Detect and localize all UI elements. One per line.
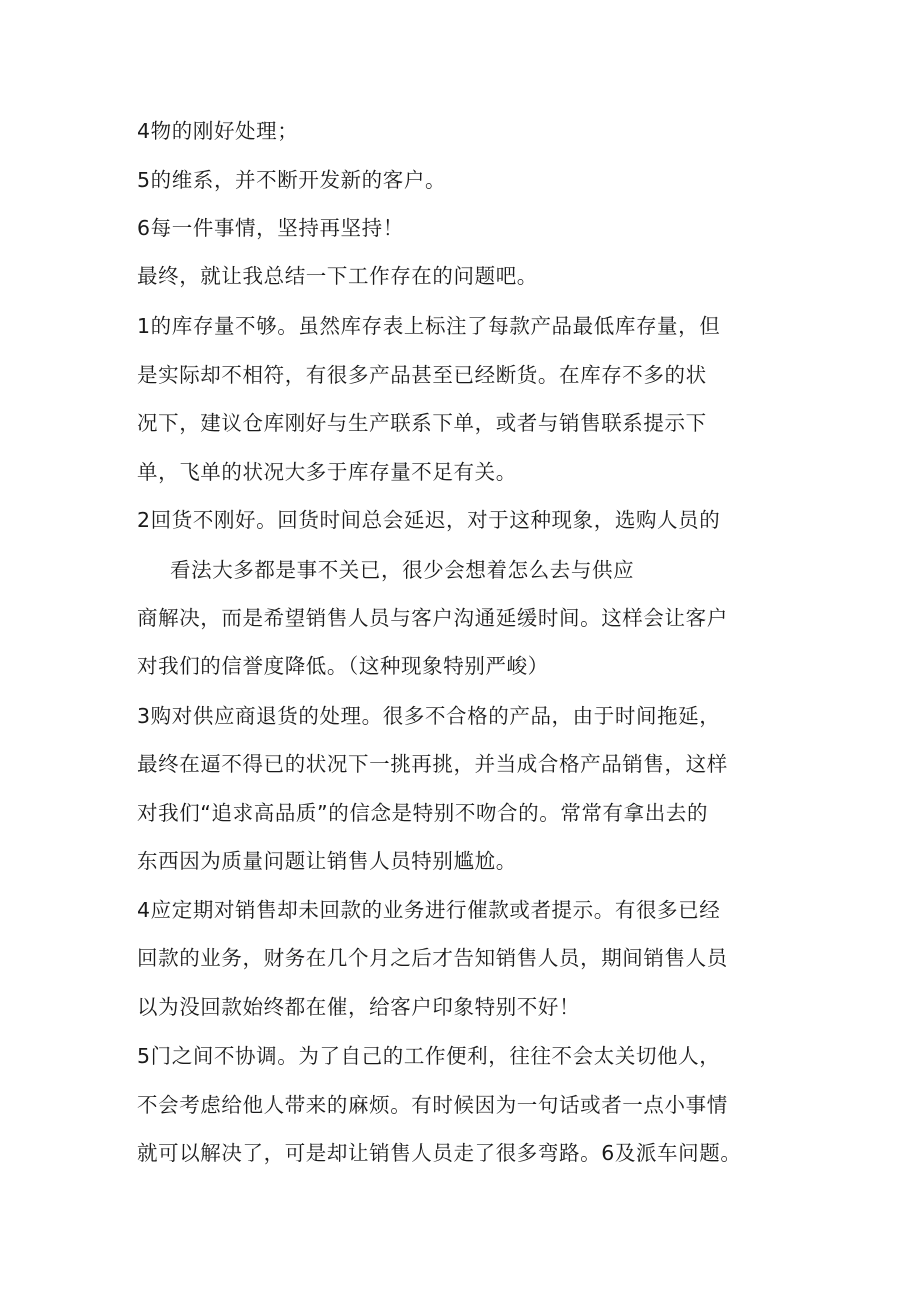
text-line: 单，飞单的状况大多于库存量不足有关。	[137, 460, 517, 484]
text-line: 况下，建议仓库刚好与生产联系下单，或者与销售联系提示下	[137, 411, 707, 435]
text-line: 是实际却不相符，有很多产品甚至已经断货。在库存不多的状	[137, 363, 707, 387]
text-line: 6每一件事情，坚持再坚持！	[137, 216, 404, 240]
text-line: 回款的业务，财务在几个月之后才告知销售人员，期间销售人员	[137, 946, 728, 970]
text-line: 最终在逼不得已的状况下一挑再挑，并当成合格产品销售，这样	[137, 752, 728, 776]
text-line: 1的库存量不够。虽然库存表上标注了每款产品最低库存量，但	[137, 314, 721, 338]
text-line: 东西因为质量问题让销售人员特别尴尬。	[137, 849, 517, 873]
text-line: 2回货不刚好。回货时间总会延迟，对于这种现象，选购人员的	[137, 508, 721, 532]
text-line: 以为没回款始终都在催，给客户印象特别不好！	[137, 995, 581, 1019]
text-line: 5门之间不协调。为了自己的工作便利，往往不会太关切他人，	[137, 1044, 721, 1068]
text-line: 就可以解决了，可是却让销售人员走了很多弯路。6及派车问题。	[137, 1141, 742, 1165]
text-line: 看法大多都是事不关已，很少会想着怎么去与供应	[170, 558, 635, 582]
text-line: 3购对供应商退货的处理。很多不合格的产品，由于时间拖延，	[137, 704, 721, 728]
text-line: 4物的刚好处理；	[137, 119, 299, 143]
text-line: 对我们“追求高品质”的信念是特别不吻合的。常常有拿出去的	[137, 801, 709, 825]
text-line: 5的维系，并不断开发新的客户。	[137, 168, 447, 192]
text-line: 对我们的信誉度降低。（这种现象特别严峻）	[137, 654, 549, 678]
text-line: 最终，就让我总结一下工作存在的问题吧。	[137, 264, 538, 288]
text-line: 商解决，而是希望销售人员与客户沟通延缓时间。这样会让客户	[137, 606, 728, 630]
text-line: 4应定期对销售却未回款的业务进行催款或者提示。有很多已经	[137, 898, 721, 922]
text-line: 不会考虑给他人带来的麻烦。有时候因为一句话或者一点小事情	[137, 1093, 728, 1117]
